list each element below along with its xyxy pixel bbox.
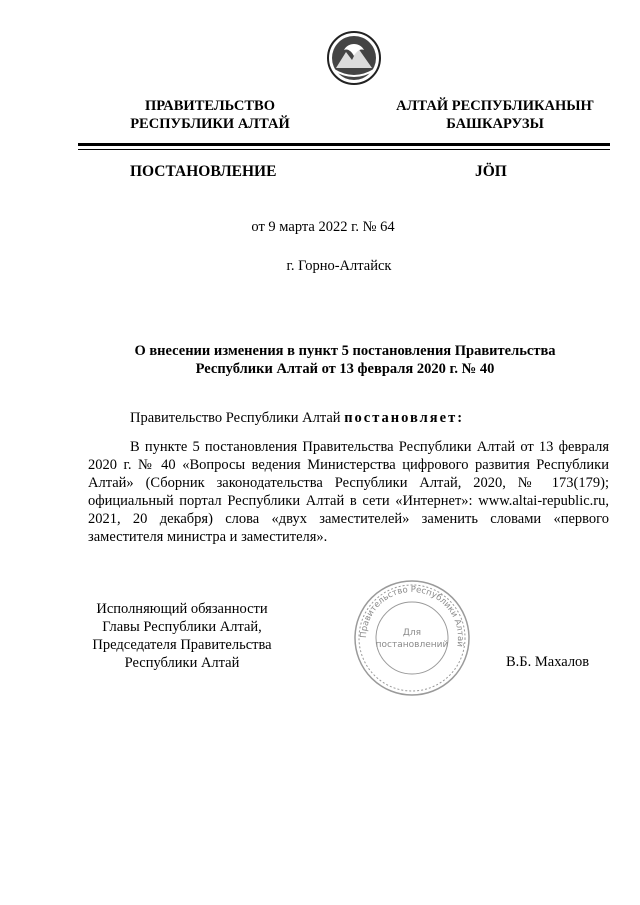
- header-right: [380, 97, 610, 133]
- title-line2: Республики Алтай от 13 февраля 2020 г. № 40: [195, 361, 495, 377]
- stamp-outer-text: Правительство Республики Алтай: [358, 584, 466, 648]
- document-title: [100, 342, 590, 378]
- body-paragraph: В пункте 5 постановления Правительства Республики Алтай от 13 февраля 2020 г. № 40 «Вопросы ведения Министерства цифрового развития Республики Алтай» (Сборник законодательства Республики Алтай, 2020, № 173(179); официальный портал Республики Алтай в сети «Интернет»: www.altai-republic.ru, 2021, 20 декабря) слова «двух заместителей» заменить словами «первого заместителя министра и заместителя».: [88, 439, 609, 545]
- resolves-prefix: Правительство Республики Алтай: [130, 410, 345, 426]
- signatory-title: [82, 600, 282, 672]
- header-left-line2: РЕСПУБЛИКИ АЛТАЙ: [130, 116, 290, 132]
- doc-type-russian: ПОСТАНОВЛЕНИЕ: [130, 163, 277, 180]
- header-left: [110, 97, 310, 133]
- official-stamp: [353, 579, 471, 697]
- stamp-inner-line2: постановлений: [375, 640, 449, 650]
- header-divider-thin: [78, 149, 610, 150]
- resolves-line: [130, 410, 464, 427]
- title-line1: О внесении изменения в пункт 5 постановления Правительства: [134, 343, 556, 359]
- signatory-line3: Председателя Правительства: [92, 637, 272, 653]
- header-divider-thick: [78, 143, 610, 146]
- doc-type-altai: JÖП: [475, 163, 507, 180]
- signatory-line4: Республики Алтай: [124, 655, 240, 671]
- signatory-line1: Исполняющий обязанности: [96, 601, 268, 617]
- resolves-verb: постановляет:: [344, 410, 465, 426]
- date-number-line: от 9 марта 2022 г. № 64: [251, 219, 395, 235]
- signatory-line2: Главы Республики Алтай,: [102, 619, 262, 635]
- stamp-inner-line1: Для: [402, 628, 422, 638]
- header-right-line2: БАШКАРУЗЫ: [446, 116, 544, 132]
- city-line: г. Горно-Алтайск: [286, 258, 392, 274]
- signatory-name: В.Б. Махалов: [506, 654, 590, 670]
- header-right-line1: АЛТАЙ РЕСПУБЛИКАНЫҤ: [396, 98, 594, 114]
- coat-of-arms-emblem: [326, 30, 382, 86]
- header-left-line1: ПРАВИТЕЛЬСТВО: [145, 98, 275, 114]
